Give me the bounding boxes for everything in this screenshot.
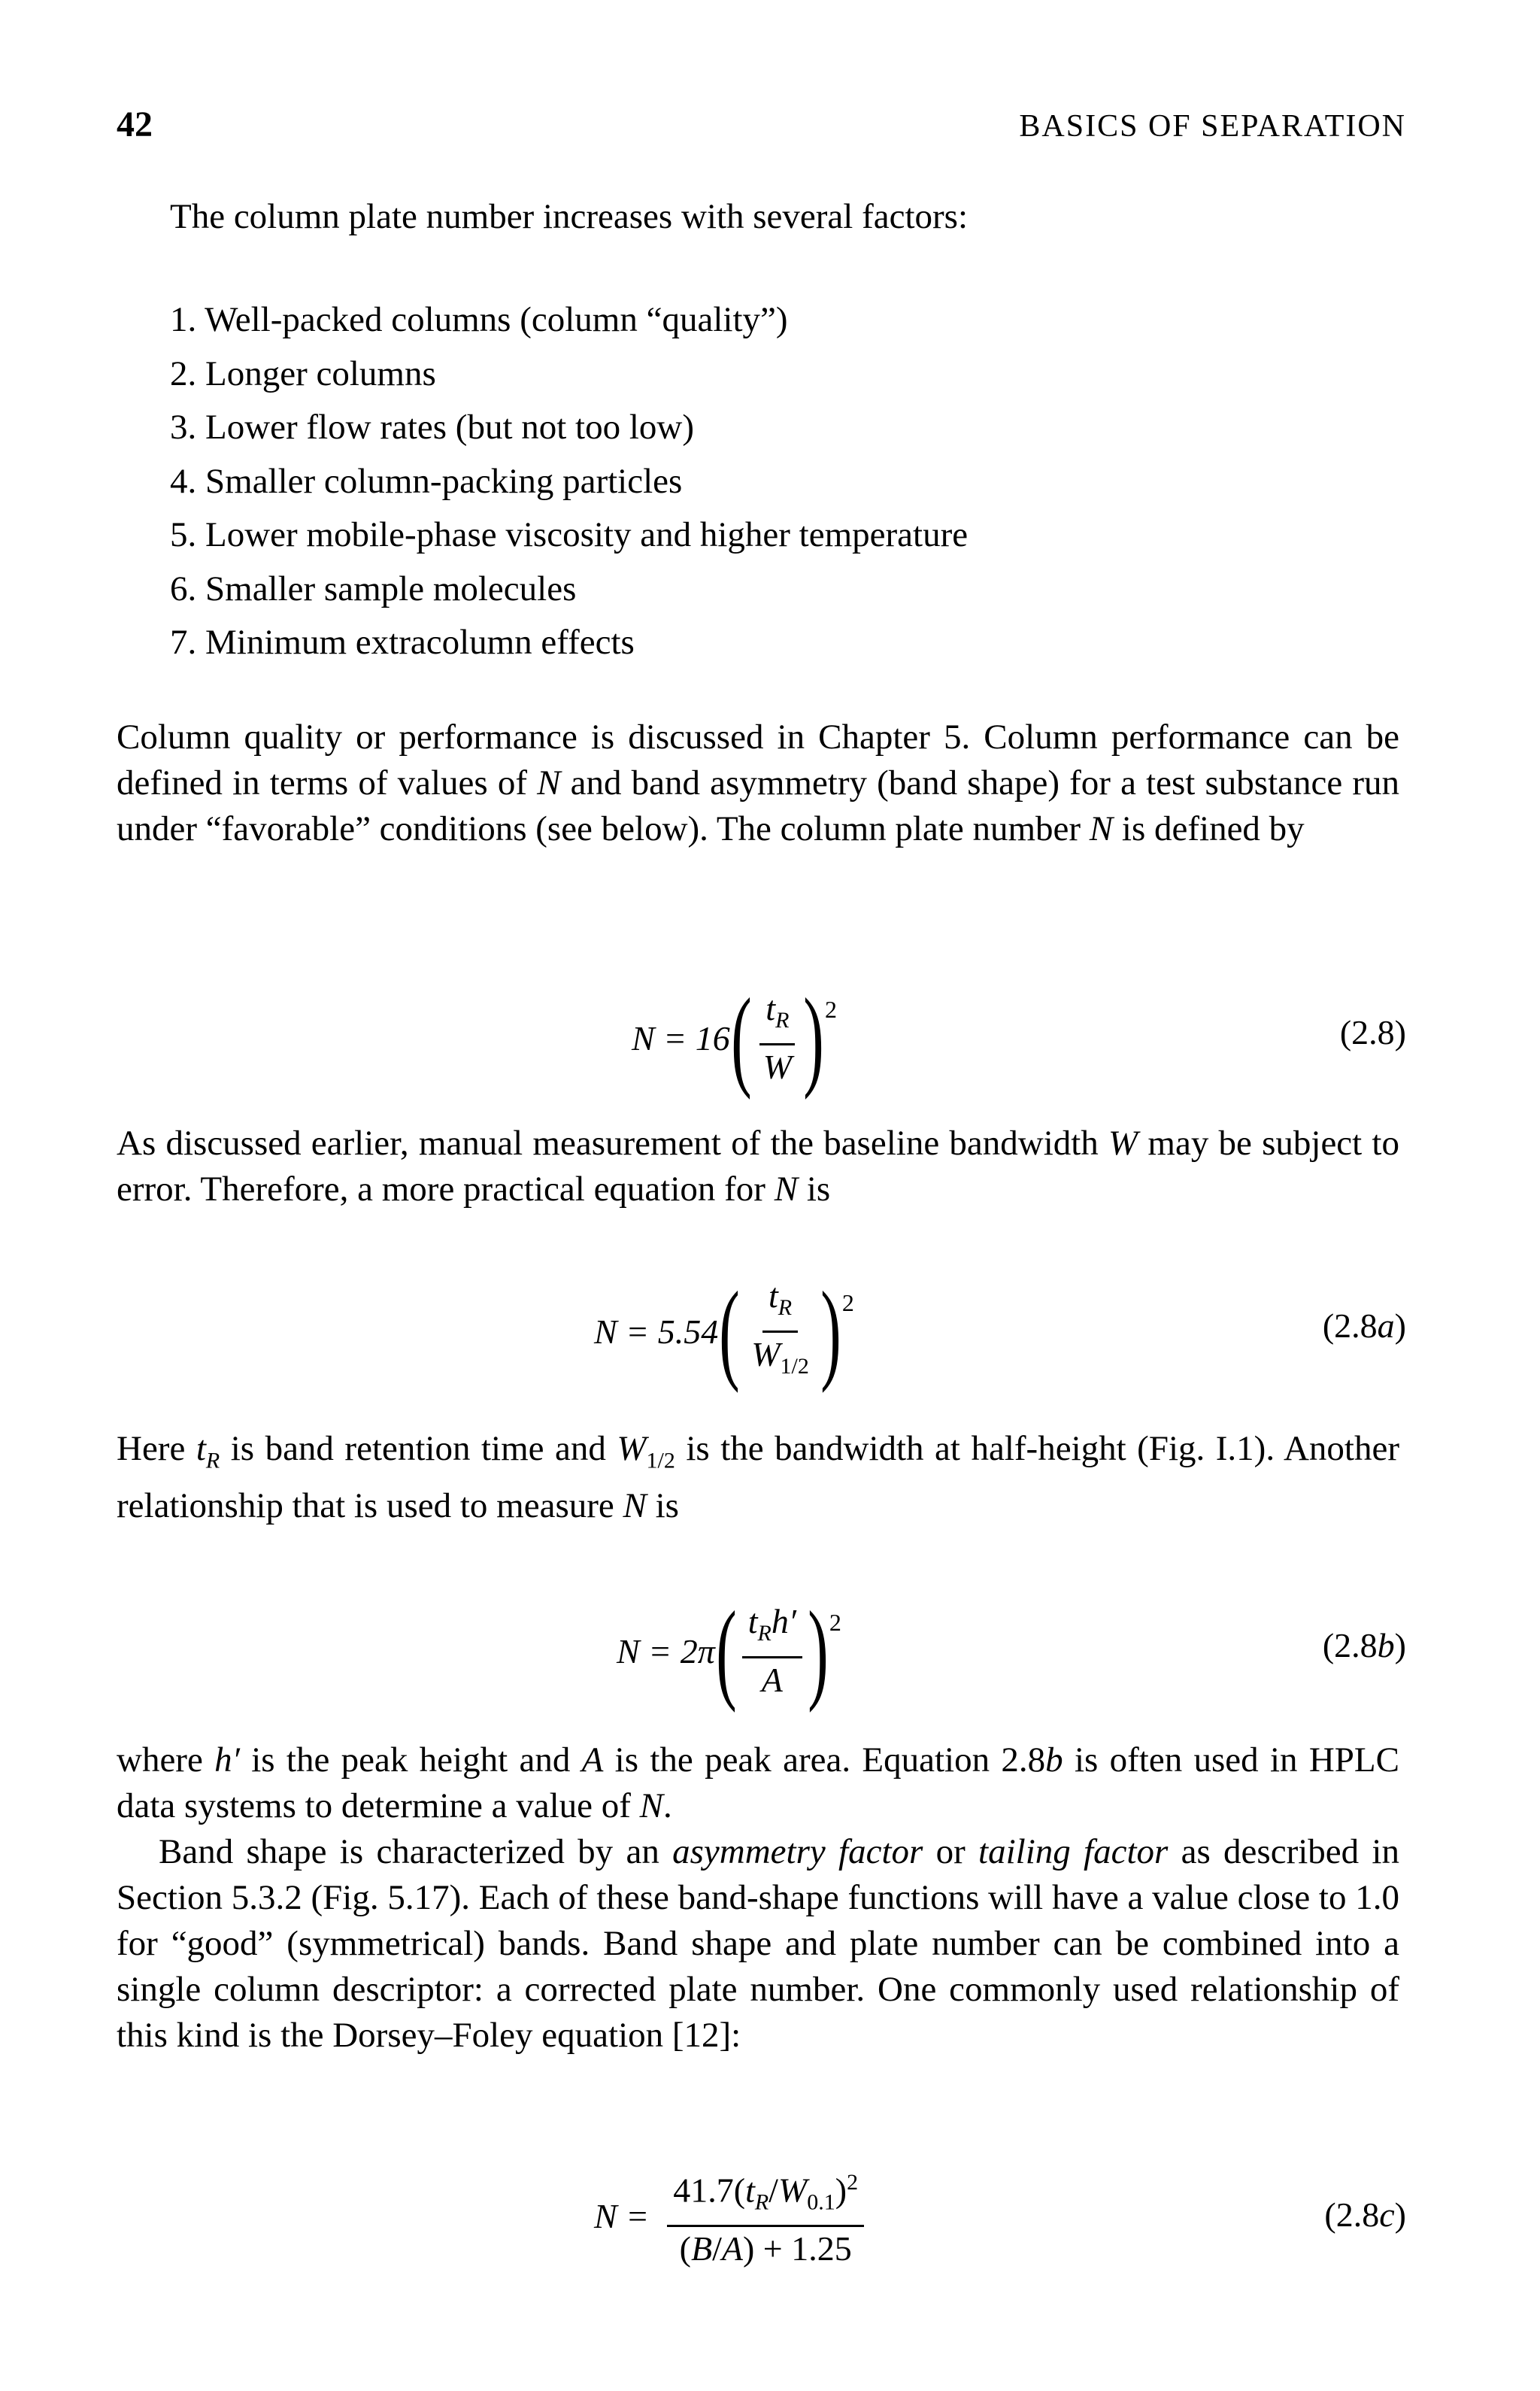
exponent: 2 [824,995,837,1023]
text-run: b [1045,1740,1063,1780]
equation-2-8 [0,970,1540,1106]
text-run: and band asymmetry (band shape) for a test substance run under “favorable” conditions (see below). The column plate number [117,763,1400,848]
equation-2-8b [0,1583,1540,1719]
equation-2-8c [0,2148,1540,2283]
right-paren: ) [808,1588,829,1713]
symbol-N: N [639,1786,663,1825]
equation-lhs: N = 2π [617,1631,715,1670]
symbol-N: N [537,763,561,803]
text-run: As discussed earlier, manual measurement of the baseline bandwidth [117,1124,1109,1163]
equation-formula [632,970,837,1106]
symbol-A: A [581,1740,604,1780]
list-item: 6. Smaller sample molecules [170,569,577,608]
fraction [742,1600,802,1701]
numerator: $t_R$ [759,987,795,1045]
denominator: W [762,1047,793,1086]
text-run: is [646,1486,679,1526]
list-item: 2. Longer columns [170,353,436,393]
equation-lhs: N = 5.54 [594,1312,719,1351]
text-run: is the peak height and [239,1740,582,1780]
left-paren: ( [719,1269,740,1394]
text-run: Column quality or performance is discussed in Chapter 5. Column performance can be defined in terms of values of [117,718,1399,803]
running-header [117,104,1406,156]
numerator: $t_Rh'$ [742,1600,802,1658]
list-item: 5. Lower mobile-phase viscosity and higher temperature [170,515,969,554]
text-run: is often used in HPLC data systems to determine a value of [117,1740,1399,1825]
equation-number: (2.8c) [1324,2195,1406,2234]
list-item: 3. Lower flow rates (but not too low) [170,408,695,447]
left-paren: ( [730,976,752,1100]
paragraph-manual-measurement [117,1121,1399,1212]
equation-number: (2.8a) [1322,1306,1406,1345]
text-run: Band shape is characterized by an [159,1832,673,1871]
text-run: is the bandwidth at half-height (Fig. I.1). Another relationship that is used to measure [117,1429,1399,1526]
left-paren: ( [716,1588,737,1713]
list-item: 7. Minimum extracolumn effects [170,623,635,662]
paragraph-retention-time: Here $t_R$ is band retention time and $W_{1/2}$ is the bandwidth at half-height (Fig. I.1). Another relationship that is used to measure N is [117,1429,1399,1526]
exponent: 2 [841,1288,854,1316]
text-run: Here [117,1429,196,1468]
running-title: BASICS OF SEPARATION [1019,109,1406,144]
numerator: $41.7(t_R/W_{0.1})^2$ [667,2161,864,2227]
symbol-N: N [1089,809,1114,848]
denominator: (B/A) + 1.25 [679,2229,852,2268]
equation-lhs: N = 16 [632,1018,730,1057]
term-tailing-factor: tailing factor [978,1832,1169,1871]
symbol-W: W [617,1429,647,1468]
text-run: is band retention time and [220,1429,617,1468]
paragraph-peak-height [117,1737,1399,1829]
equation-lhs: N = [594,2196,650,2235]
factor-list [170,293,968,670]
symbol-W: W [1108,1124,1138,1163]
fraction [757,987,798,1088]
denominator: $W_{1/2}$ [751,1334,809,1379]
list-item: 4. Smaller column-packing particles [170,461,683,501]
equation-number: (2.8) [1339,1013,1406,1051]
text-run: is defined by [1113,809,1305,848]
symbol-h-prime: h′ [214,1740,240,1780]
equation-formula [594,1264,854,1399]
exponent: 2 [829,1608,841,1636]
text-run: is [798,1170,831,1209]
symbol-t: t [196,1429,206,1468]
right-paren: ) [820,1269,841,1394]
symbol-N: N [623,1486,647,1526]
equation-formula [594,2148,869,2283]
equation-2-8a [0,1264,1540,1399]
text-run: is the peak area. Equation 2.8 [603,1740,1046,1780]
text-run: may be subject to error. Therefore, a more practical equation for [117,1124,1399,1209]
right-paren: ) [803,976,824,1100]
text-run: as described in Section 5.3.2 (Fig. 5.17). Each of these band-shape functions will have a value close to 1.0 for “good” (symmetrical) bands. Band shape and plate number can be combined into a single column descriptor: a corrected plate number. One commonly used relationship of this kind is the Dorsey–Foley equation [12]: [117,1832,1399,2055]
paragraph-band-shape [117,1829,1399,2059]
fraction [667,2161,864,2271]
text-run: or [923,1832,979,1871]
intro-sentence: The column plate number increases with several factors: [170,197,969,236]
page-number: 42 [117,105,153,144]
equation-formula [617,1583,841,1719]
text-run: . [663,1786,672,1825]
paragraph-column-performance [117,715,1399,852]
text-run: where [117,1740,215,1780]
denominator: A [761,1660,783,1699]
fraction [745,1274,815,1388]
equation-number: (2.8b) [1322,1626,1406,1664]
list-item: 1. Well-packed columns (column “quality”) [170,300,788,339]
numerator: $t_R$ [762,1274,798,1332]
term-asymmetry-factor: asymmetry factor [672,1832,923,1871]
symbol-N: N [774,1170,799,1209]
